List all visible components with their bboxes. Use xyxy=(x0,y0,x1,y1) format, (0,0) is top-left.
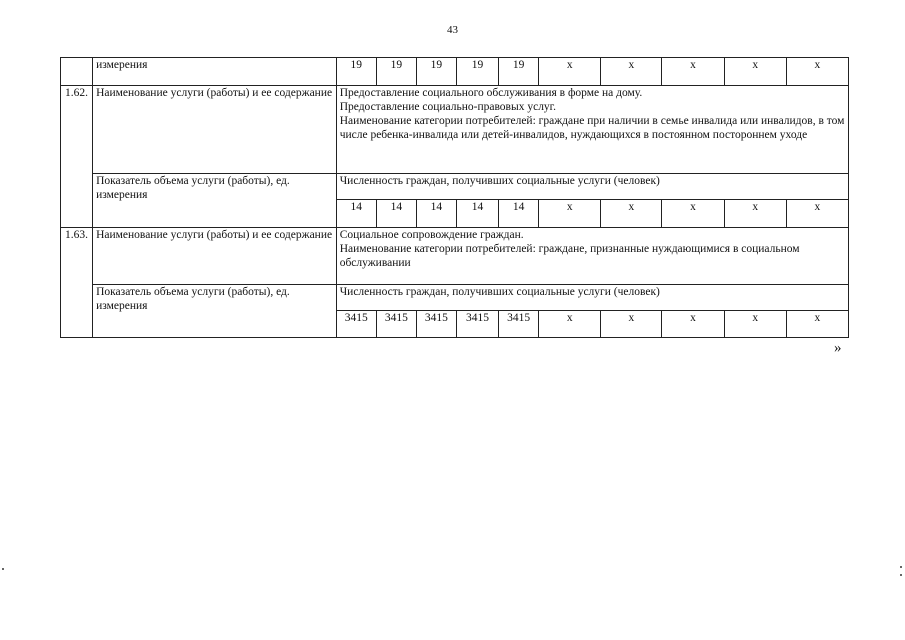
table-row xyxy=(61,58,849,86)
volume-indicator: Численность граждан, получивших социальные услуги (человек) xyxy=(336,174,848,200)
table-row xyxy=(61,285,849,311)
value-cell: х xyxy=(539,311,601,338)
closing-quote-mark: » xyxy=(834,340,842,356)
table-row xyxy=(61,174,849,200)
value-cell: 14 xyxy=(499,200,539,228)
value-cell: 19 xyxy=(416,58,456,86)
value-cell: х xyxy=(786,311,848,338)
scan-mark xyxy=(900,574,902,576)
table-row xyxy=(61,86,849,174)
row-number: 1.62. xyxy=(61,86,93,228)
scan-mark xyxy=(2,568,4,570)
row-number-cell xyxy=(61,58,93,86)
value-cell: 14 xyxy=(376,200,416,228)
value-cell: х xyxy=(662,200,724,228)
value-cell: 3415 xyxy=(499,311,539,338)
value-cell: х xyxy=(601,58,662,86)
service-line: Социальное сопровождение граждан. xyxy=(339,229,524,241)
value-cell: х xyxy=(724,200,786,228)
service-description xyxy=(336,228,848,285)
value-cell: х xyxy=(662,58,724,86)
volume-label: Показатель объема услуги (работы), ед. измерения xyxy=(93,174,337,228)
table-row xyxy=(61,228,849,285)
service-line: Наименование категории потребителей: граждане при наличии в семье инвалида или инвалидов, в том числе ребенка-инвалида или детей-инвалидов, нуждающихся в постоянном постороннем уходе xyxy=(339,115,845,141)
value-cell: 3415 xyxy=(416,311,456,338)
value-cell: 3415 xyxy=(376,311,416,338)
service-line: Предоставление социального обслуживания в форме на дому. xyxy=(339,87,643,99)
service-name-label: Наименование услуги (работы) и ее содержание xyxy=(93,228,337,285)
volume-indicator: Численность граждан, получивших социальные услуги (человек) xyxy=(336,285,848,311)
value-cell: 14 xyxy=(336,200,376,228)
page-number: 43 xyxy=(447,24,458,36)
services-table xyxy=(60,57,849,338)
value-cell: 14 xyxy=(416,200,456,228)
service-description xyxy=(336,86,848,174)
value-cell: 19 xyxy=(456,58,498,86)
value-cell: х xyxy=(662,311,724,338)
scan-mark xyxy=(900,566,902,568)
service-line: Предоставление социально-правовых услуг. xyxy=(339,101,556,113)
value-cell: х xyxy=(786,200,848,228)
value-cell: х xyxy=(601,311,662,338)
volume-label: Показатель объема услуги (работы), ед. измерения xyxy=(93,285,337,338)
service-line: Наименование категории потребителей: граждане, признанные нуждающимися в социальном обслуживании xyxy=(339,243,800,269)
value-cell: 14 xyxy=(456,200,498,228)
value-cell: х xyxy=(539,200,601,228)
value-cell: х xyxy=(724,311,786,338)
value-cell: 3415 xyxy=(336,311,376,338)
value-cell: 19 xyxy=(499,58,539,86)
value-cell: 3415 xyxy=(456,311,498,338)
value-cell: 19 xyxy=(376,58,416,86)
value-cell: х xyxy=(786,58,848,86)
value-cell: х xyxy=(601,200,662,228)
value-cell: х xyxy=(724,58,786,86)
value-cell: 19 xyxy=(336,58,376,86)
service-name-label: Наименование услуги (работы) и ее содержание xyxy=(93,86,337,174)
value-cell: х xyxy=(539,58,601,86)
row-number: 1.63. xyxy=(61,228,93,338)
volume-label-continuation: измерения xyxy=(93,58,337,86)
